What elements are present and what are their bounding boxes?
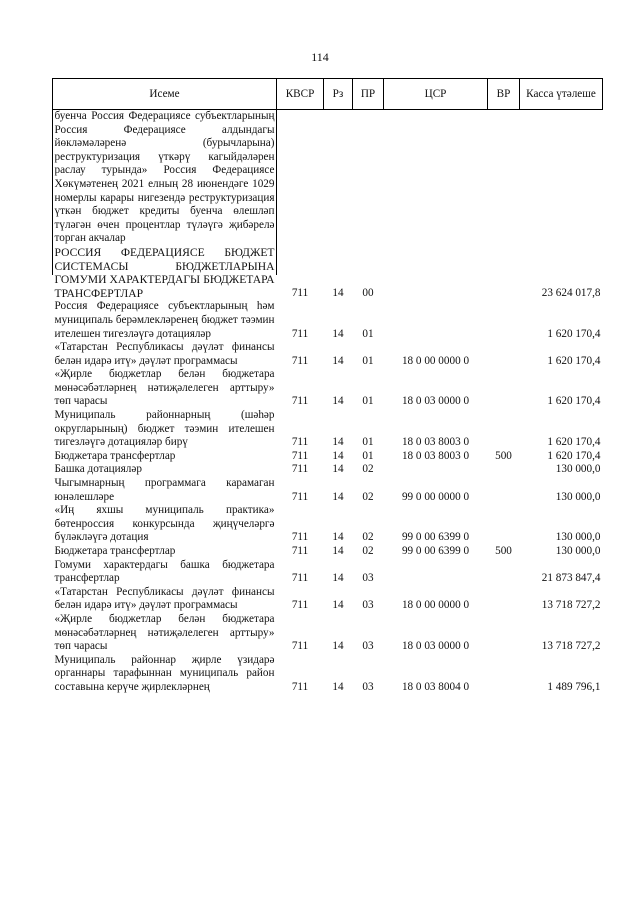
row-name: «Татарстан Республикасы дәүләт финансы белән идарә итү» дәүләт программасы: [54, 585, 275, 612]
row-pr: 01: [362, 449, 374, 462]
row-kvsr: 711: [291, 572, 309, 585]
table-row: [53, 341, 603, 368]
table-row: [53, 409, 603, 450]
table-row: [53, 463, 603, 477]
row-name: «Җирле бюджетлар белән бюджетара мөнәсәбәтләрнең нәтиҗәлелеген арттыру» төп чарасы: [54, 612, 275, 653]
row-kvsr: 711: [291, 449, 309, 462]
row-vr: [488, 477, 520, 504]
header-pr: ПР: [353, 79, 384, 110]
header-kvsr: КВСР: [277, 79, 324, 110]
row-vr: [488, 613, 520, 654]
row-vr: [488, 463, 520, 477]
row-kvsr: 711: [291, 531, 309, 544]
row-rz: 14: [332, 531, 344, 544]
table-row: [53, 559, 603, 586]
row-csr: [384, 559, 488, 586]
row-name: «Иң яхшы муниципаль практика» бөтенроссия конкурсында җиңүчеләргә бүләкләүгә дотация: [54, 504, 275, 544]
table-row: [53, 110, 603, 246]
row-sum: 130 000,0: [555, 531, 601, 544]
row-csr: [384, 246, 488, 300]
row-pr: [353, 110, 384, 246]
row-kvsr: 711: [291, 354, 309, 367]
row-name: Муниципаль районнар җирле үзидарә органнары тарафыннан муниципаль район составына керүче җирлекләрнең: [54, 653, 275, 693]
row-name: «Җирле бюджетлар белән бюджетара мөнәсәбәтләрнең нәтиҗәлелеген арттыру» төп чарасы: [54, 368, 275, 408]
row-sum: 1 620 170,4: [547, 327, 601, 340]
row-sum: 130 000,0: [555, 463, 601, 476]
row-pr: 02: [362, 463, 374, 476]
row-csr: 18 0 03 0000 0: [401, 640, 470, 653]
row-kvsr: 711: [291, 680, 309, 693]
row-name: РОССИЯ ФЕДЕРАЦИЯСЕ БЮДЖЕТ СИСТЕМАСЫ БЮДЖЕТЛАРЫНА ГОМУМИ ХАРАКТЕРДАГЫ БЮДЖЕТАРА ТРАНСФЕРТЛАР: [54, 245, 275, 300]
header-vr: ВР: [488, 79, 520, 110]
row-kvsr: 711: [291, 545, 309, 557]
row-pr: 03: [362, 680, 374, 693]
header-kassa: Касса үтәлеше: [520, 79, 603, 110]
table-row: [53, 504, 603, 545]
row-vr: 500: [495, 449, 512, 462]
row-csr: 18 0 03 8003 0: [401, 449, 470, 462]
row-rz: 14: [332, 599, 344, 612]
row-rz: 14: [332, 286, 344, 299]
row-pr: 01: [362, 327, 374, 340]
row-kvsr: 711: [291, 463, 309, 476]
row-vr: [488, 586, 520, 613]
row-kvsr: 711: [291, 395, 309, 408]
row-kvsr: 711: [291, 640, 309, 653]
row-csr: 99 0 00 0000 0: [401, 490, 470, 503]
table-row: [53, 477, 603, 504]
header-rz: Рз: [324, 79, 353, 110]
row-csr: 18 0 03 8003 0: [401, 436, 470, 449]
row-pr: 01: [362, 354, 374, 367]
row-sum: 130 000,0: [555, 545, 601, 557]
row-sum: 21 873 847,4: [541, 572, 601, 585]
row-sum: 1 620 170,4: [547, 436, 601, 449]
row-name: «Татарстан Республикасы дәүләт финансы белән идарә итү» дәүләт программасы: [54, 341, 275, 367]
row-csr: [384, 300, 488, 341]
row-csr: 18 0 00 0000 0: [401, 354, 470, 367]
row-csr: [384, 463, 488, 477]
row-vr: [488, 246, 520, 300]
row-sum: [520, 110, 603, 246]
budget-table: [52, 78, 603, 695]
row-rz: 14: [332, 490, 344, 503]
row-pr: 00: [362, 286, 374, 299]
header-name: Исеме: [53, 79, 277, 110]
row-kvsr: 711: [291, 490, 309, 503]
row-vr: [488, 110, 520, 246]
row-csr: 18 0 00 0000 0: [401, 599, 470, 612]
row-sum: 13 718 727,2: [541, 640, 601, 653]
row-vr: [488, 300, 520, 341]
row-kvsr: 711: [291, 327, 309, 340]
row-vr: [488, 409, 520, 450]
row-name: Муниципаль районнарның (шәһәр округларының) бюджет тәэмин ителешен тигезләүгә дотацияләр бирү: [54, 409, 275, 449]
row-kvsr: [277, 110, 324, 246]
row-pr: 02: [362, 490, 374, 503]
row-pr: 01: [362, 395, 374, 408]
row-csr: 99 0 00 6399 0: [401, 531, 470, 544]
row-rz: 14: [332, 354, 344, 367]
row-name: Россия Федерациясе субъектларының һәм муниципаль берәмлекләренең бюджет тәэмин ителешен тигезләүгә дотацияләр: [54, 300, 275, 340]
table-row: [53, 368, 603, 409]
table-row: [53, 300, 603, 341]
row-sum: 1 620 170,4: [547, 395, 601, 408]
row-kvsr: 711: [291, 599, 309, 612]
row-rz: 14: [332, 640, 344, 653]
row-pr: 03: [362, 640, 374, 653]
page-number: 114: [311, 50, 329, 64]
row-rz: 14: [332, 395, 344, 408]
table-header-row: [53, 79, 603, 110]
row-sum: 23 624 017,8: [541, 286, 601, 299]
row-sum: 1 489 796,1: [547, 680, 601, 693]
row-rz: 14: [332, 545, 344, 557]
row-kvsr: 711: [291, 286, 309, 299]
row-rz: 14: [332, 449, 344, 462]
table-row: [53, 586, 603, 613]
row-sum: 1 620 170,4: [547, 354, 601, 367]
row-rz: 14: [332, 572, 344, 585]
row-vr: [488, 341, 520, 368]
row-name: Чыгымнарның программага карамаган юнәлешләре: [54, 477, 275, 503]
row-csr: 18 0 03 8004 0: [401, 680, 470, 693]
row-kvsr: 711: [291, 436, 309, 449]
table-row: [53, 613, 603, 654]
row-pr: 02: [362, 545, 374, 557]
row-csr: 99 0 00 6399 0: [401, 545, 470, 557]
row-vr: [488, 504, 520, 545]
row-vr: [488, 368, 520, 409]
row-vr: [488, 559, 520, 586]
table-row: [53, 545, 603, 559]
row-csr: [384, 110, 488, 246]
row-name: буенча Россия Федерациясе субъектларының Россия Федерациясе алдындагы йөкләмәләренә (бурычларына) реструктуризация үткәрү кагыйдәләрен раслау турында» Россия Федерациясе Хөкүмәтенең 2021 елның 28 июнендәге 1029 номерлы карары нигезендә реструктуризация үткән бюджет кредиты буенча өлешләп түләгән өчен процентлар түләүгә җибәрелә торган акчалар: [54, 110, 275, 245]
row-rz: 14: [332, 680, 344, 693]
row-name: Башка дотацияләр: [54, 463, 142, 476]
table-row: [53, 450, 603, 464]
row-sum: 130 000,0: [555, 490, 601, 503]
row-csr: 18 0 03 0000 0: [401, 395, 470, 408]
table-row: [53, 654, 603, 695]
row-pr: 02: [362, 531, 374, 544]
row-rz: 14: [332, 327, 344, 340]
row-pr: 01: [362, 436, 374, 449]
row-sum: 1 620 170,4: [547, 449, 601, 462]
table-row: [53, 246, 603, 300]
row-vr: 500: [495, 545, 512, 557]
row-vr: [488, 654, 520, 695]
row-sum: 13 718 727,2: [541, 599, 601, 612]
row-rz: 14: [332, 436, 344, 449]
row-name: Гомуми характердагы башка бюджетара трансфертлар: [54, 558, 275, 585]
row-pr: 03: [362, 599, 374, 612]
row-name: Бюджетара трансфертлар: [54, 449, 176, 462]
row-pr: 03: [362, 572, 374, 585]
row-rz: [324, 110, 353, 246]
header-csr: ЦСР: [384, 79, 488, 110]
row-name: Бюджетара трансфертлар: [54, 545, 176, 557]
row-rz: 14: [332, 463, 344, 476]
